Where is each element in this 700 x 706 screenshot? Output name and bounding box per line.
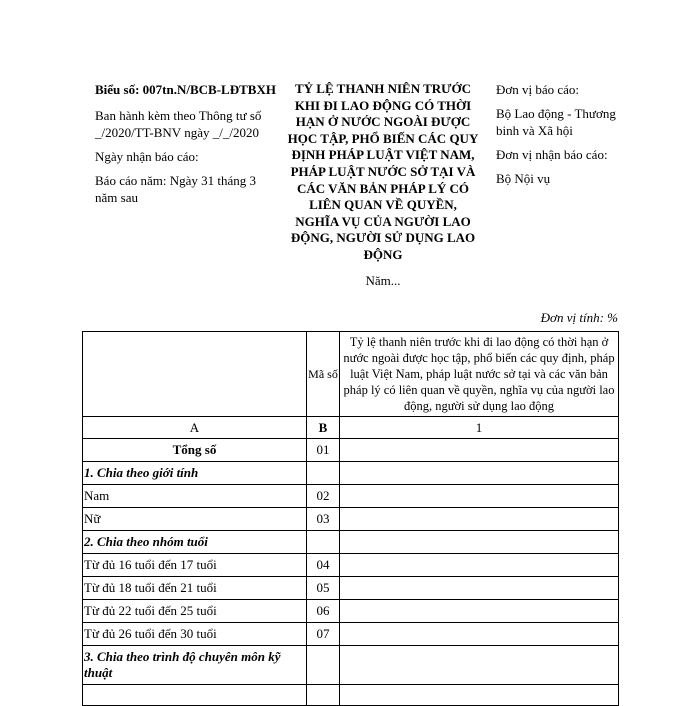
row-label — [83, 685, 307, 706]
row-value — [340, 462, 619, 485]
row-code: 05 — [307, 577, 340, 600]
row-code — [307, 685, 340, 706]
row-value[interactable] — [340, 577, 619, 600]
table-row — [83, 600, 619, 623]
row-label: 2. Chia theo nhóm tuổi — [83, 531, 307, 554]
row-value[interactable] — [340, 508, 619, 531]
reporting-unit-label: Đơn vị báo cáo: — [496, 82, 580, 97]
report-table — [82, 331, 619, 706]
row-label: Từ đủ 26 tuổi đến 30 tuổi — [83, 623, 307, 646]
row-label: Từ đủ 22 tuổi đến 25 tuổi — [83, 600, 307, 623]
row-value — [340, 685, 619, 706]
row-label: Từ đủ 18 tuổi đến 21 tuổi — [83, 577, 307, 600]
table-column-index-row — [83, 417, 619, 439]
table-header-row — [83, 332, 619, 417]
table-row — [83, 485, 619, 508]
row-code: 02 — [307, 485, 340, 508]
row-value[interactable] — [340, 600, 619, 623]
table-row — [83, 508, 619, 531]
table-row — [83, 577, 619, 600]
reporting-unit: Bộ Lao động - Thương binh và Xã hội — [496, 106, 616, 138]
header-cell-a — [83, 332, 307, 417]
table-row — [83, 531, 619, 554]
header-cell-code: Mã số — [307, 332, 340, 417]
row-label: Nam — [83, 485, 307, 508]
row-label: Tổng số — [83, 439, 307, 462]
row-label: 1. Chia theo giới tính — [83, 462, 307, 485]
row-code: 03 — [307, 508, 340, 531]
measurement-unit: Đơn vị tính: % — [540, 310, 618, 325]
issued-with-circular: Ban hành kèm theo Thông tư số _/2020/TT-BNV ngày _/_/2020 — [95, 108, 262, 140]
row-code: 01 — [307, 439, 340, 462]
table-row — [83, 462, 619, 485]
row-label: Nữ — [83, 508, 307, 531]
row-value[interactable] — [340, 623, 619, 646]
row-code: 04 — [307, 554, 340, 577]
table-row — [83, 623, 619, 646]
row-code: 06 — [307, 600, 340, 623]
row-code — [307, 531, 340, 554]
row-value — [340, 531, 619, 554]
received-date-label: Ngày nhận báo cáo: — [95, 149, 199, 164]
report-title: TỶ LỆ THANH NIÊN TRƯỚC KHI ĐI LAO ĐỘNG CÓ THỜI HẠN Ở NƯỚC NGOÀI ĐƯỢC HỌC TẬP, PHỔ BIẾN CÁC QUY ĐỊNH PHÁP LUẬT VIỆT NAM, PHÁP LUẬT NƯỚC SỞ TẠI VÀ CÁC VĂN BẢN PHÁP LÝ CÓ LIÊN QUAN VỀ QUYỀN, NGHĨA VỤ CỦA NGƯỜI LAO ĐỘNG, NGƯỜI SỬ DỤNG LAO ĐỘNG — [287, 81, 479, 262]
table-row — [83, 685, 619, 706]
form-code: Biểu số: 007tn.N/BCB-LĐTBXH — [95, 82, 276, 97]
row-label: Từ đủ 16 tuổi đến 17 tuổi — [83, 554, 307, 577]
report-title-block — [287, 81, 479, 289]
row-value[interactable] — [340, 439, 619, 462]
report-year: Năm... — [365, 272, 401, 288]
receiving-unit: Bộ Nội vụ — [496, 171, 551, 186]
table-row — [83, 646, 619, 685]
report-year-label: Báo cáo năm: Ngày 31 tháng 3 năm sau — [95, 173, 257, 205]
report-units — [496, 81, 616, 194]
column-index-a: A — [83, 417, 307, 439]
header-cell-rate: Tỷ lệ thanh niên trước khi đi lao động có thời hạn ở nước ngoài được học tập, phổ biến các quy định, pháp luật Việt Nam, pháp luật nước sở tại và các văn bản pháp lý có liên quan về quyền, nghĩa vụ của người lao động, người sử dụng lao động — [340, 332, 619, 417]
row-value — [340, 646, 619, 685]
receiving-unit-label: Đơn vị nhận báo cáo: — [496, 147, 608, 162]
row-code: 07 — [307, 623, 340, 646]
table-row — [83, 439, 619, 462]
row-value[interactable] — [340, 554, 619, 577]
column-index-1: 1 — [340, 417, 619, 439]
row-value[interactable] — [340, 485, 619, 508]
report-meta — [95, 81, 280, 213]
table-row — [83, 554, 619, 577]
row-label: 3. Chia theo trình độ chuyên môn kỹ thuật — [83, 646, 307, 685]
row-code — [307, 462, 340, 485]
row-code — [307, 646, 340, 685]
column-index-b: B — [307, 417, 340, 439]
